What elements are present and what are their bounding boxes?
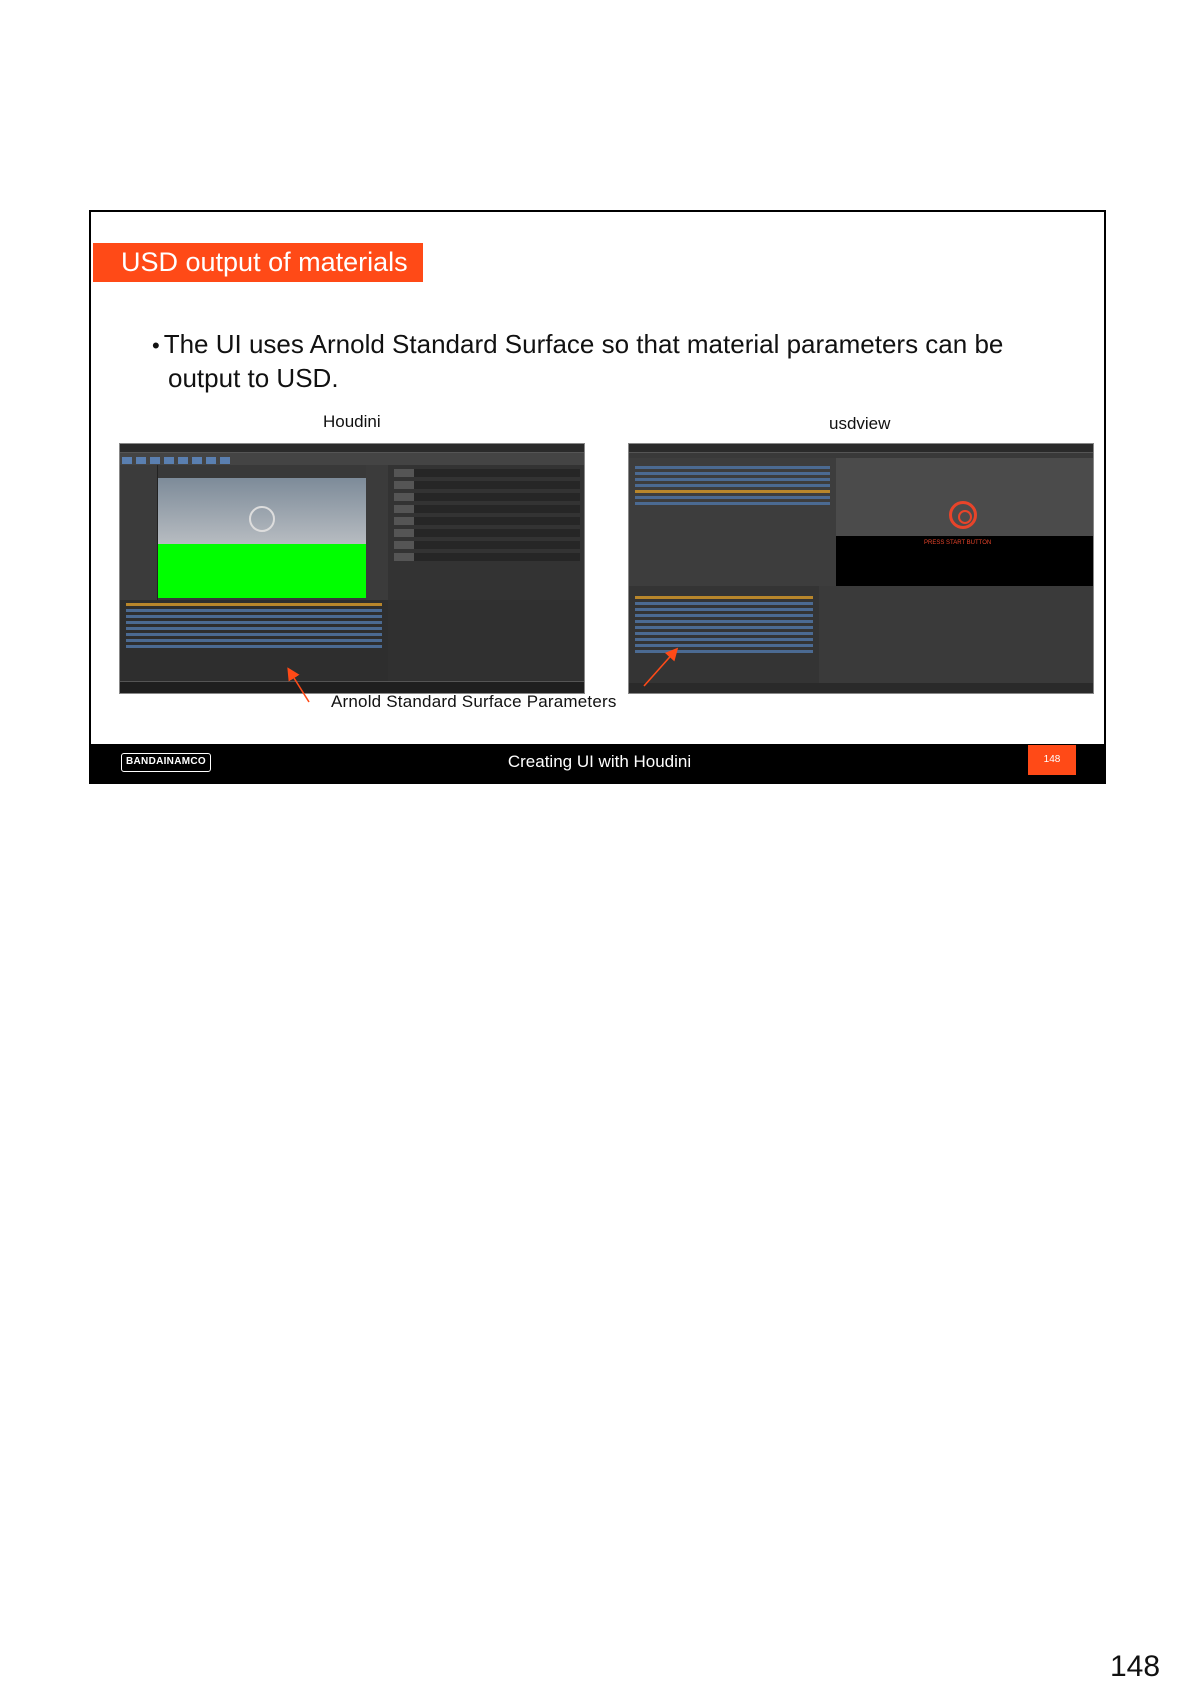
caption: Arnold Standard Surface Parameters: [331, 692, 617, 711]
slide: [89, 210, 1106, 784]
usdview-status-bar: [629, 683, 1093, 694]
spiral-logo-icon: [949, 501, 977, 529]
usdview-metadata-panel: [819, 586, 1094, 683]
houdini-screenshot: [119, 443, 585, 694]
viewport-logo-icon: [249, 506, 275, 532]
houdini-toolbar: [120, 453, 584, 465]
slide-footer: [91, 744, 1106, 784]
page-number: 148: [1110, 1650, 1161, 1683]
houdini-menubar: [120, 444, 584, 453]
bullet-text: The UI uses Arnold Standard Surface so that material parameters can be output to USD.: [163, 329, 1004, 393]
bullet-marker: •: [152, 333, 160, 358]
slide-number-badge: 148: [1028, 745, 1076, 775]
usdview-prim-tree: [629, 458, 836, 586]
houdini-parameter-panel: [388, 465, 585, 600]
houdini-viewport-sidebar: [120, 465, 158, 600]
houdini-label: Houdini: [323, 412, 381, 431]
usdview-menubar: [629, 444, 1093, 453]
usdview-label: usdview: [829, 414, 891, 433]
usdview-screenshot: [628, 443, 1094, 694]
houdini-network-view: [388, 600, 585, 694]
press-start-text: PRESS START BUTTON: [924, 540, 992, 546]
footer-title: Creating UI with Houdini: [507, 752, 692, 771]
bullet-point: [146, 328, 1006, 394]
brand-logo: BANDAINAMCO: [121, 753, 211, 772]
slide-title: USD output of materials: [93, 243, 423, 282]
usdview-viewport: [836, 458, 1094, 586]
usdview-property-list: [629, 586, 819, 683]
houdini-node-tree: [120, 600, 388, 694]
houdini-viewport-green-plane: [158, 544, 366, 598]
houdini-viewport-toolbar: [366, 465, 388, 600]
